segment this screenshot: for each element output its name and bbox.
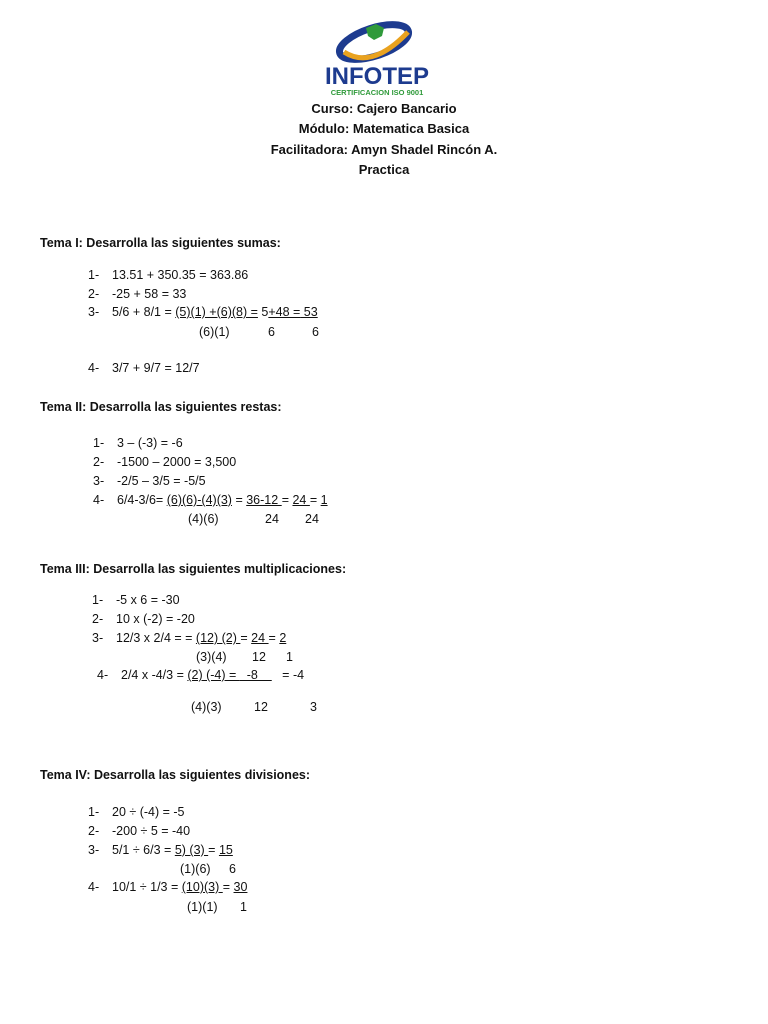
denominator: 6 [229, 862, 236, 876]
infotep-logo [322, 18, 432, 100]
infotep-emblem-icon [322, 18, 432, 100]
logo-brand: INFOTEP [324, 63, 430, 90]
denominator: (4)(6) [188, 512, 219, 526]
exercise-text: -25 + 58 = 33 [112, 287, 187, 301]
exercise-line [112, 843, 233, 857]
item-number: 2- [92, 612, 104, 626]
practice-title: Practica [358, 162, 410, 177]
denominator: 12 [252, 650, 266, 664]
denominator: 1 [240, 900, 247, 914]
section-title-tema3: Tema III: Desarrolla las siguientes multiplicaciones: [40, 562, 347, 576]
exercise-text: 5/6 + 8/1 = [112, 305, 176, 319]
item-number: 1- [88, 268, 100, 282]
item-number: 1- [88, 805, 100, 819]
equals: = [240, 631, 252, 645]
exercise-text: 20 ÷ (-4) = -5 [112, 805, 185, 819]
exercise-text: -2/5 – 3/5 = -5/5 [117, 474, 206, 488]
logo-subtitle: CERTIFICACION ISO 9001 [330, 88, 424, 97]
exercise-line [117, 493, 328, 507]
facilitator-line: Facilitadora: Amyn Shadel Rincón A. [270, 142, 498, 157]
denominator: 12 [254, 700, 268, 714]
equals: = [222, 880, 234, 894]
item-number: 4- [88, 361, 100, 375]
exercise-line [112, 305, 318, 319]
denominator: (6)(1) [199, 325, 230, 339]
numerator: (6)(6)-(4)(3) [166, 493, 232, 507]
exercise-text: 3 – (-3) = -6 [117, 436, 183, 450]
item-number: 3- [88, 305, 100, 319]
item-number: 3- [92, 631, 104, 645]
result: = -4 [271, 668, 305, 682]
numerator: +48 = [268, 305, 301, 319]
item-number: 2- [88, 824, 100, 838]
exercise-text: 3/7 + 9/7 = 12/7 [112, 361, 200, 375]
exercise-text: 5/1 ÷ 6/3 = [112, 843, 175, 857]
numerator: 5 [257, 305, 269, 319]
item-number: 2- [88, 287, 100, 301]
numerator: (10)(3) [181, 880, 223, 894]
equals: = [208, 843, 219, 857]
denominator: (1)(6) [180, 862, 211, 876]
numerator: 36-12 [246, 493, 282, 507]
numerator: (2) (-4) = [187, 668, 240, 682]
equals: = [268, 631, 280, 645]
item-number: 4- [88, 880, 100, 894]
denominator: 1 [286, 650, 293, 664]
exercise-text: 13.51 + 350.35 = 363.86 [112, 268, 249, 282]
section-title-tema2: Tema II: Desarrolla las siguientes restas: [40, 400, 282, 414]
exercise-line [112, 880, 247, 894]
exercise-text: 10 x (-2) = -20 [116, 612, 195, 626]
equals: = [231, 493, 247, 507]
numerator: 2 [279, 631, 287, 645]
denominator: 24 [265, 512, 279, 526]
course-line: Curso: Cajero Bancario [311, 101, 457, 116]
exercise-text: 6/4-3/6= [117, 493, 167, 507]
numerator: 30 [233, 880, 248, 894]
item-number: 2- [93, 455, 105, 469]
item-number: 1- [92, 593, 104, 607]
item-number: 4- [97, 668, 109, 682]
denominator: (3)(4) [196, 650, 227, 664]
numerator: 1 [320, 493, 328, 507]
item-number: 3- [88, 843, 100, 857]
numerator: (5)(1) +(6)(8) = [175, 305, 258, 319]
numerator: (12) (2) [195, 631, 241, 645]
exercise-text: -1500 – 2000 = 3,500 [117, 455, 237, 469]
exercise-text: 10/1 ÷ 1/3 = [112, 880, 182, 894]
item-number: 4- [93, 493, 105, 507]
item-number: 1- [93, 436, 105, 450]
denominator: 6 [312, 325, 319, 339]
numerator: 5) (3) [174, 843, 209, 857]
exercise-text: 12/3 x 2/4 = = [116, 631, 196, 645]
numerator: 15 [218, 843, 233, 857]
section-title-tema4: Tema IV: Desarrolla las siguientes divisiones: [40, 768, 311, 782]
denominator: 24 [305, 512, 319, 526]
denominator: 6 [268, 325, 275, 339]
numerator: 24 [292, 493, 310, 507]
numerator: 24 [251, 631, 269, 645]
section-title-tema1: Tema I: Desarrolla las siguientes sumas: [40, 236, 281, 250]
denominator: (1)(1) [187, 900, 218, 914]
exercise-line [116, 631, 286, 645]
item-number: 3- [93, 474, 105, 488]
numerator: -8 [239, 668, 272, 682]
exercise-text: -200 ÷ 5 = -40 [112, 824, 191, 838]
exercise-text: -5 x 6 = -30 [116, 593, 180, 607]
numerator: 53 [300, 305, 318, 319]
module-line: Módulo: Matematica Basica [298, 121, 470, 136]
denominator: (4)(3) [191, 700, 222, 714]
exercise-line [121, 668, 304, 682]
exercise-text: 2/4 x -4/3 = [121, 668, 188, 682]
equals: = [281, 493, 293, 507]
denominator: 3 [310, 700, 317, 714]
equals: = [309, 493, 321, 507]
